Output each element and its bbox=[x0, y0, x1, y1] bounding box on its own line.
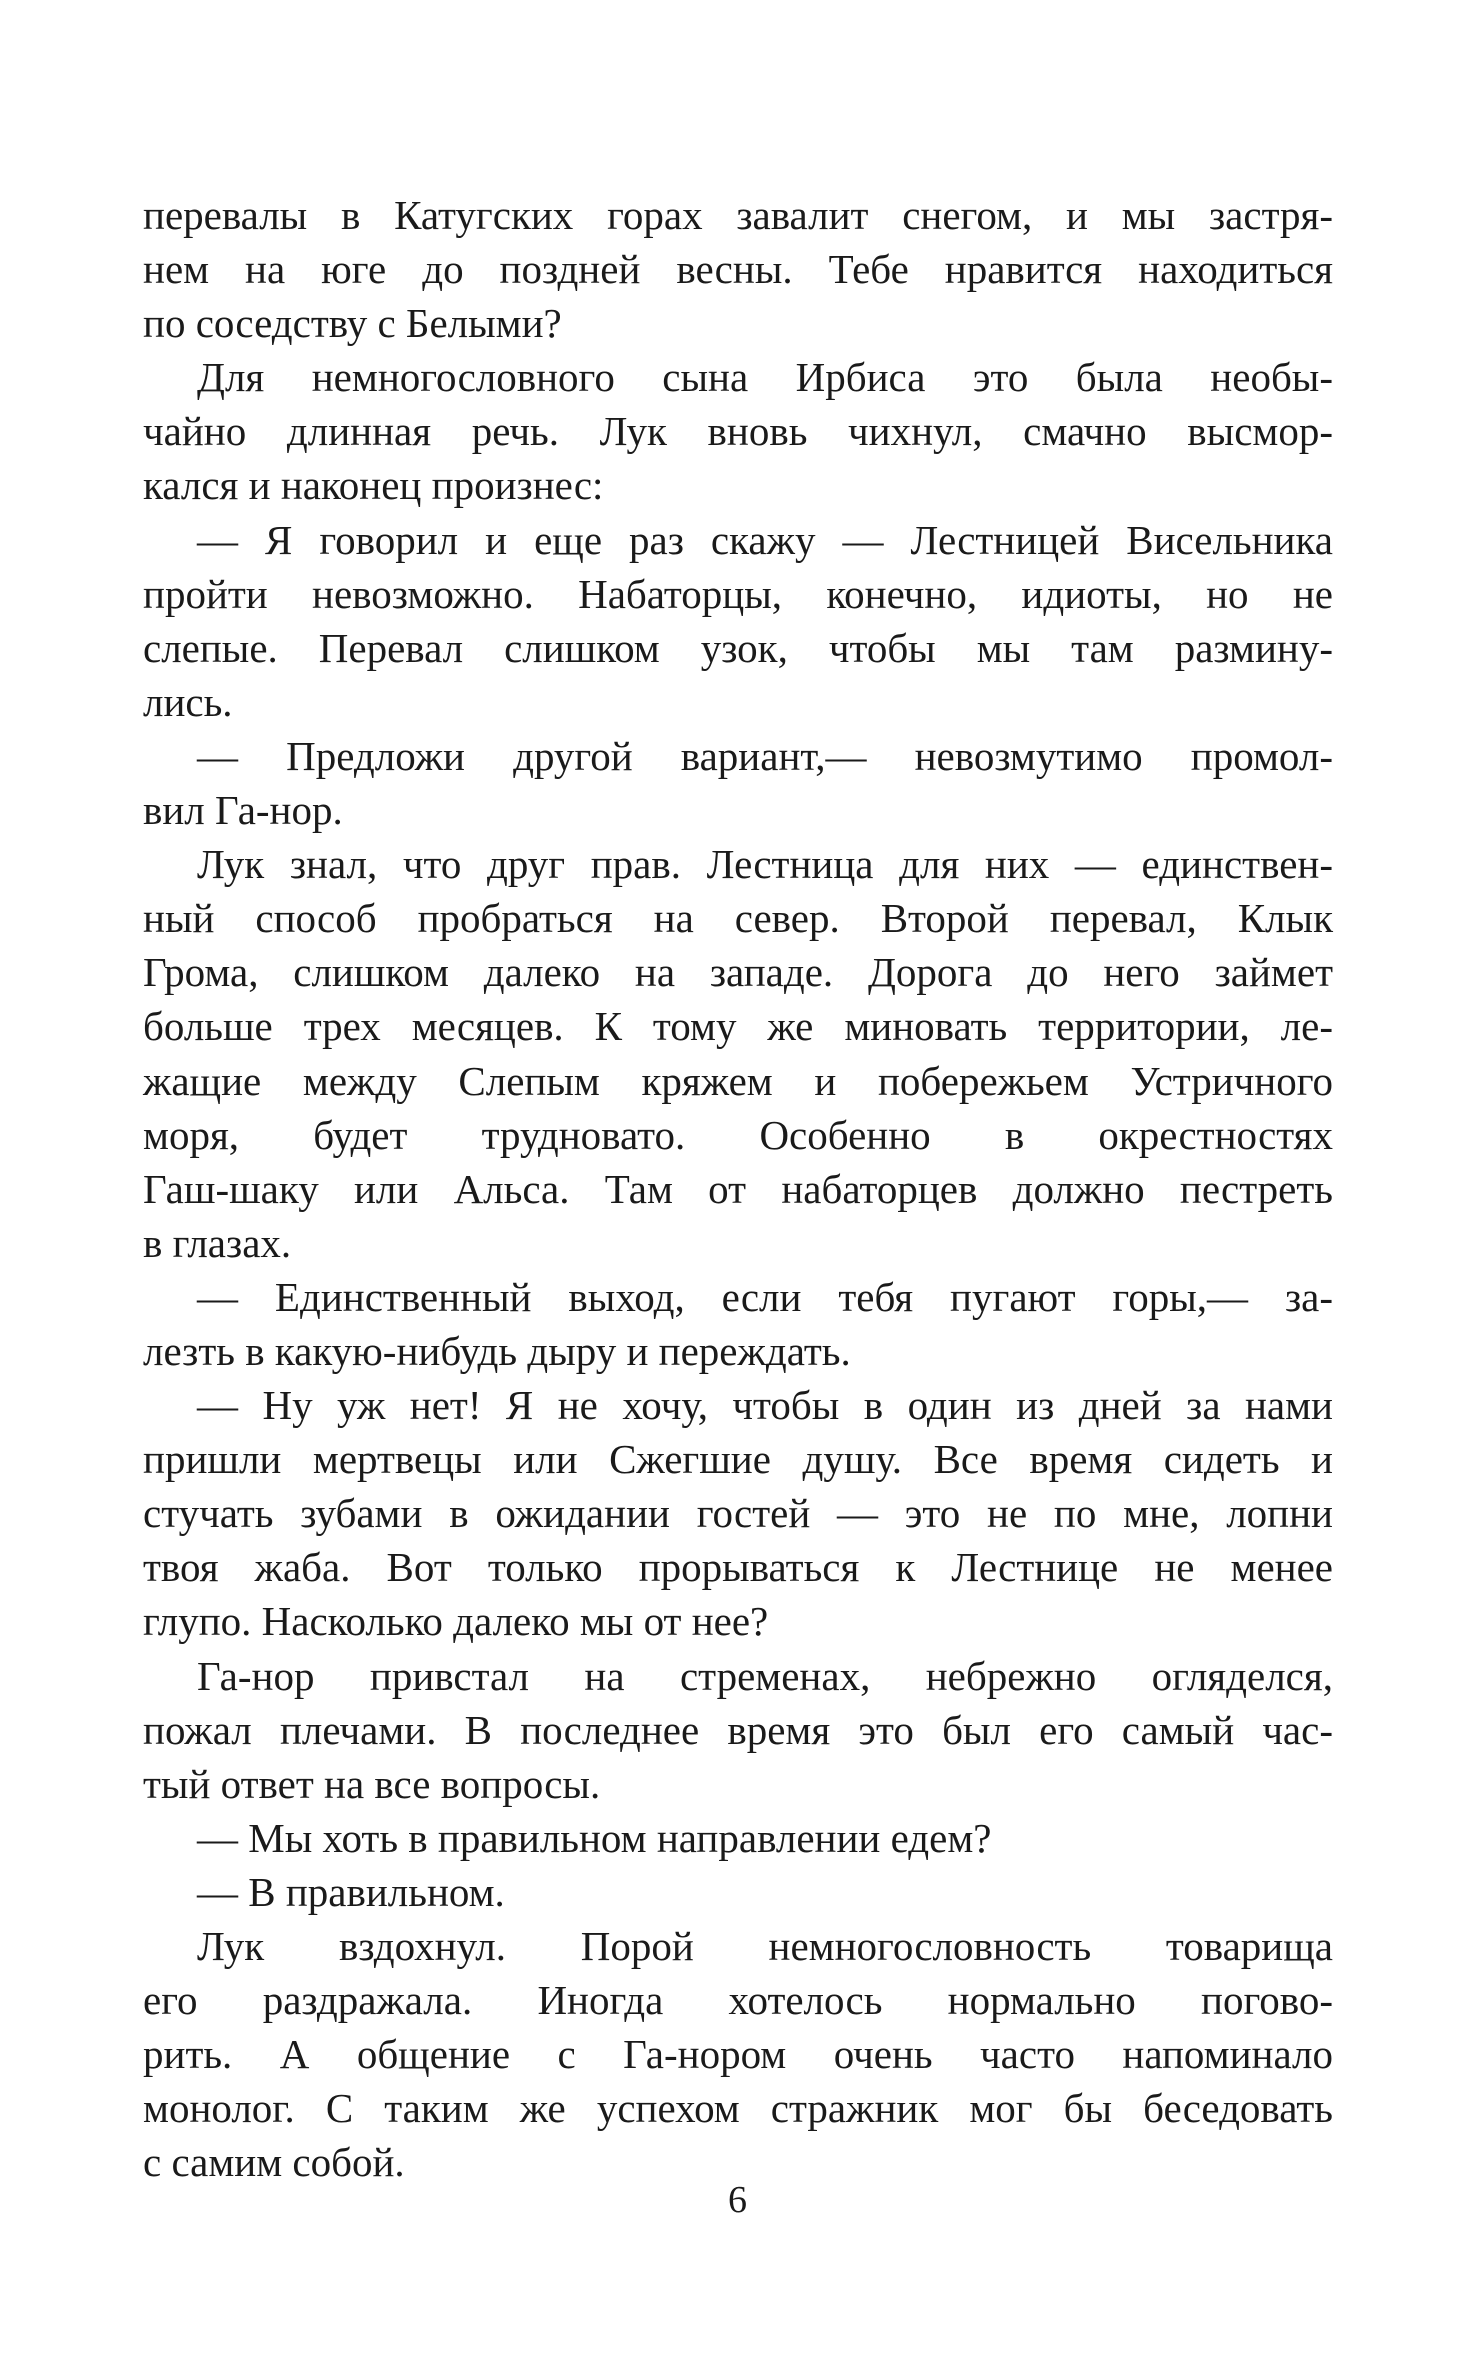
page-number: 6 bbox=[728, 2179, 747, 2221]
text-line: пришли мертвецы или Сжегшие душу. Все время сидеть и bbox=[143, 1436, 1333, 1483]
text-line: Лук знал, что друг прав. Лестница для них — единствен- bbox=[197, 841, 1333, 888]
text-line: Грома, слишком далеко на западе. Дорога до него займет bbox=[143, 949, 1333, 996]
text-line: — Единственный выход, если тебя пугают горы,— за- bbox=[197, 1273, 1333, 1320]
text-line: монолог. С таким же успехом стражник мог бы беседовать bbox=[143, 2085, 1333, 2132]
text-line: перевалы в Катугских горах завалит снегом, и мы застря- bbox=[143, 192, 1333, 238]
text-line: — Я говорил и еще раз скажу — Лестницей Висельника bbox=[197, 516, 1333, 563]
text-line: ный способ пробраться на север. Второй перевал, Клык bbox=[143, 895, 1333, 942]
text-line: Для немногословного сына Ирбиса это была необы- bbox=[197, 354, 1333, 401]
text-line: рить. А общение с Га-нором очень часто напоминало bbox=[143, 2031, 1333, 2078]
text-line: слепые. Перевал слишком узок, чтобы мы там размину- bbox=[143, 624, 1333, 671]
text-line: кался и наконец произнес: bbox=[143, 462, 604, 509]
text-line: пройти невозможно. Набаторцы, конечно, идиоты, но не bbox=[143, 570, 1333, 617]
text-line: твоя жаба. Вот только прорываться к Лестнице не менее bbox=[143, 1544, 1333, 1591]
text-line: — Ну уж нет! Я не хочу, чтобы в один из дней за нами bbox=[197, 1382, 1333, 1429]
text-line: в глазах. bbox=[143, 1219, 292, 1266]
text-line: по соседству с Белыми? bbox=[143, 300, 562, 347]
text-line: тый ответ на все вопросы. bbox=[143, 1760, 601, 1807]
text-line: — В правильном. bbox=[197, 1868, 505, 1915]
text-line: с самим собой. bbox=[143, 2139, 405, 2186]
text-line: нем на юге до поздней весны. Тебе нравится находиться bbox=[143, 246, 1333, 293]
text-line: Гаш-шаку или Альса. Там от набаторцев должно пестреть bbox=[143, 1165, 1333, 1212]
text-line: лезть в какую-нибудь дыру и переждать. bbox=[143, 1327, 851, 1374]
text-line: — Предложи другой вариант,— невозмутимо промол- bbox=[197, 732, 1333, 779]
text-line: моря, будет трудновато. Особенно в окрестностях bbox=[143, 1111, 1333, 1158]
text-line: стучать зубами в ожидании гостей — это не по мне, лопни bbox=[143, 1490, 1333, 1537]
text-line: — Мы хоть в правильном направлении едем? bbox=[197, 1814, 992, 1861]
text-line: Га-нор привстал на стременах, небрежно огляделся, bbox=[197, 1652, 1333, 1699]
text-line: пожал плечами. В последнее время это был его самый час- bbox=[143, 1706, 1333, 1753]
text-line: его раздражала. Иногда хотелось нормально погово- bbox=[143, 1977, 1333, 2024]
text-line: Лук вздохнул. Порой немногословность товарища bbox=[197, 1923, 1333, 1969]
text-line: жащие между Слепым кряжем и побережьем Устричного bbox=[143, 1057, 1333, 1104]
text-line: лись. bbox=[143, 678, 233, 725]
text-line: больше трех месяцев. К тому же миновать территории, ле- bbox=[143, 1003, 1333, 1050]
body-text bbox=[143, 188, 1333, 2189]
text-line: вил Га-нор. bbox=[143, 787, 343, 834]
text-line: глупо. Насколько далеко мы от нее? bbox=[143, 1598, 769, 1645]
text-line: чайно длинная речь. Лук вновь чихнул, смачно высмор- bbox=[143, 408, 1333, 455]
